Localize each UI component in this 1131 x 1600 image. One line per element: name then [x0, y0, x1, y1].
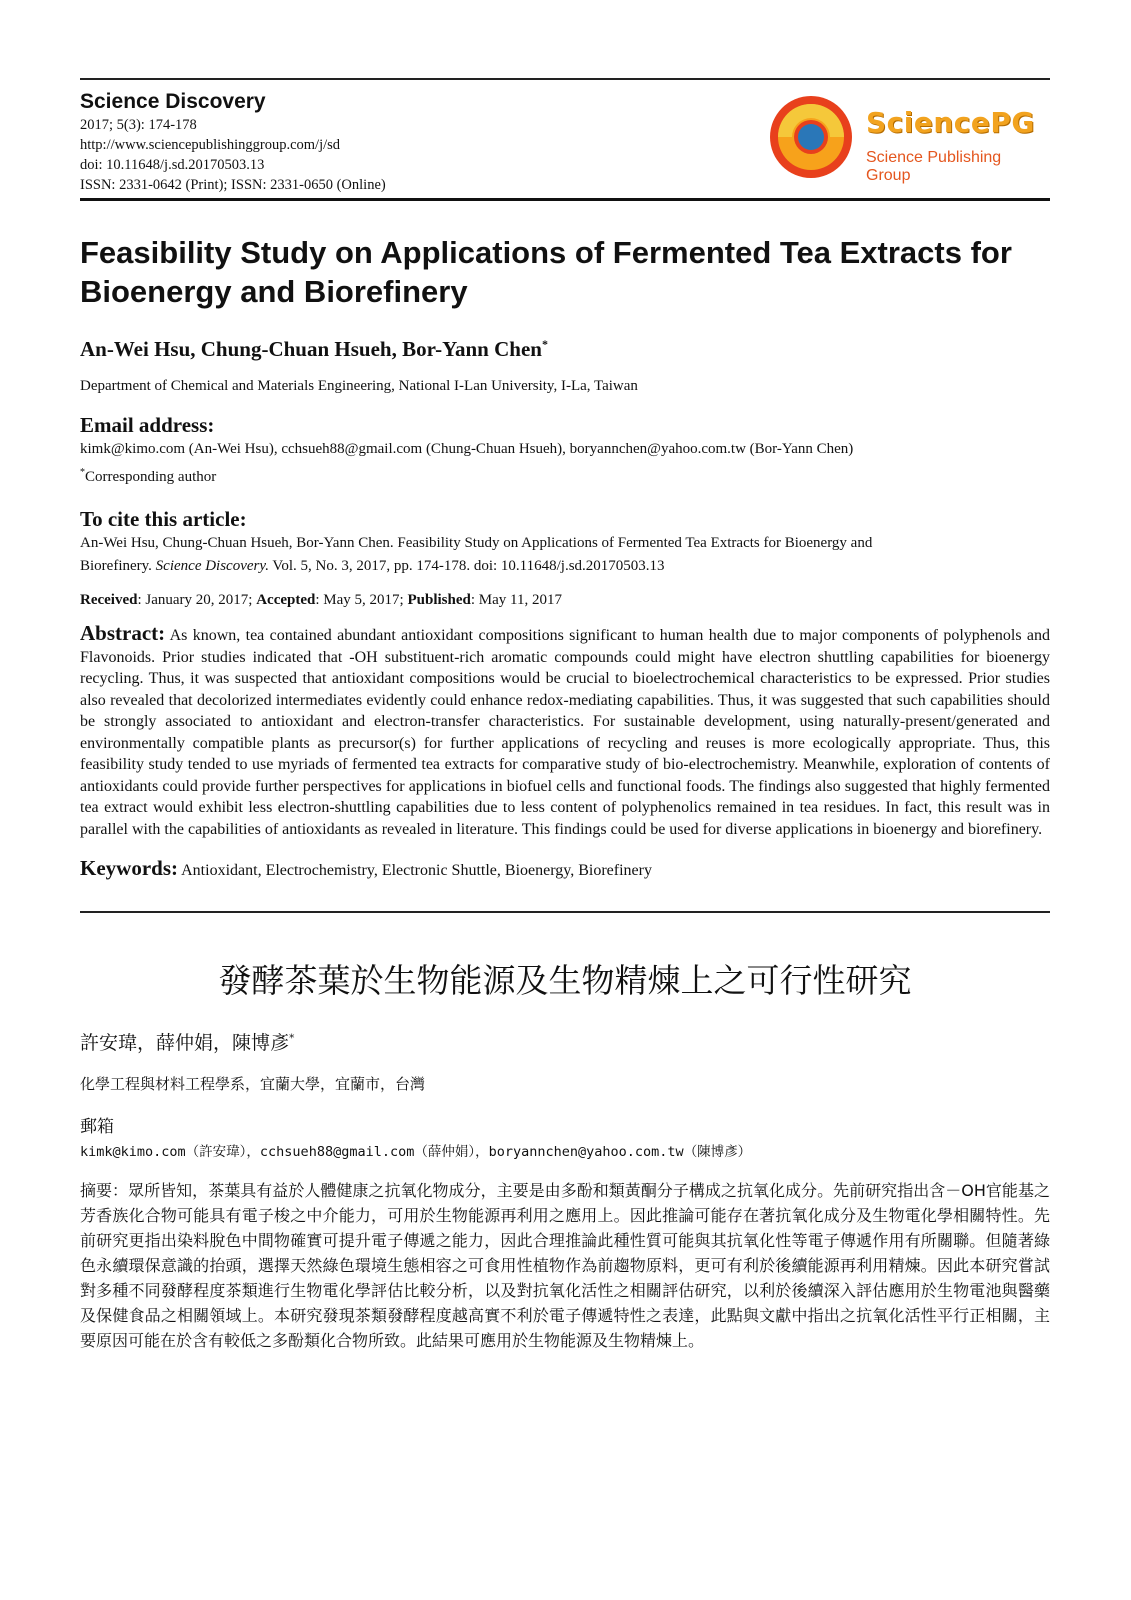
- article-title: Feasibility Study on Applications of Fermented Tea Extracts for Bioenergy and Biorefinery: [80, 235, 1012, 309]
- email-list: kimk@kimo.com (An-Wei Hsu), cchsueh88@gmail.com (Chung-Chuan Hsueh), boryannchen@yahoo.com.tw (Bor-Yann Chen): [80, 441, 854, 457]
- author-list: [80, 337, 1050, 362]
- volume-pages: 2017; 5(3): 174-178: [80, 117, 197, 133]
- email-heading: Email address:: [80, 413, 215, 437]
- corresponding-mark: *: [541, 337, 548, 351]
- chinese-corresponding-mark: *: [289, 1031, 295, 1045]
- authors-text: An-Wei Hsu, Chung-Chuan Hsueh, Bor-Yann Chen: [80, 337, 542, 361]
- keywords-label: Keywords:: [80, 856, 178, 880]
- chinese-email-name-1: （許安瑋），: [185, 1144, 260, 1160]
- keywords-text: Antioxidant, Electrochemistry, Electronic Shuttle, Bioenergy, Biorefinery: [181, 862, 652, 879]
- published-label: Published: [407, 592, 471, 608]
- sciencepg-emblem-icon: [768, 94, 858, 180]
- citation: [80, 532, 1050, 578]
- citation-part-b: Vol. 5, No. 3, 2017, pp. 174-178. doi: 10.11648/j.sd.20170503.13: [268, 558, 665, 574]
- citation-line-2: [80, 555, 1050, 578]
- received-label: Received: [80, 592, 138, 608]
- chinese-authors-text: 許安瑋，薛仲娟，陳博彥: [80, 1032, 290, 1054]
- logo-wordmark: SciencePG: [866, 106, 1035, 139]
- chinese-email-name-2: （薛仲娟），: [414, 1144, 489, 1160]
- chinese-email-list: [80, 1140, 1050, 1160]
- keywords: [80, 856, 1050, 881]
- abstract: [80, 623, 1050, 840]
- abstract-text: As known, tea contained abundant antioxidant compositions significant to human health due to major components of polyphenols and Flavonoids. Prior studies indicated that -OH substituent-rich aromatic compounds could might have electron shuttling capabilities for bioenergy recycling. Thus, it was suspected that antioxidant compositions would be crucial to bioelectrochemical characteristics to be expressed. Prior studies also revealed that decolorized intermediates evidently could enhance redox-mediating capabilities. Thus, it was suggested that such capabilities should be strongly associated to antioxidant and electron-transfer characteristics. For sustainable development, using naturally-present/generated and environmentally compatible plants as precursor(s) for further applications of recycling and reuses is more ecologically appropriate. Thus, this feasibility study tended to use myriads of fermented tea extracts for comparative study of bio-electrochemistry. Meanwhile, exploration of contents of antioxidants could provide further perspectives for applications in biofuel cells and functional foods. The findings also suggested that highly fermented tea extract would exhibit less electron-shuttling capabilities due to less content of polyphenolics remained in tea residues. In fact, this result was in parallel with the capabilities of antioxidants as revealed in literature. This findings could be used for diverse applications in bioenergy and biorefinery.: [80, 627, 1051, 838]
- journal-meta: [80, 115, 386, 195]
- cite-heading: To cite this article:: [80, 507, 247, 531]
- journal-header: [80, 80, 1050, 198]
- citation-line-1: An-Wei Hsu, Chung-Chuan Hsueh, Bor-Yann Chen. Feasibility Study on Applications of Fermented Tea Extracts for Bioenergy and: [80, 535, 873, 551]
- journal-name: Science Discovery: [80, 90, 266, 113]
- accepted-date: : May 5, 2017;: [315, 592, 408, 608]
- journal-issn: ISSN: 2331-0642 (Print); ISSN: 2331-0650 (Online): [80, 177, 386, 193]
- journal-doi: doi: 10.11648/j.sd.20170503.13: [80, 157, 265, 173]
- sciencepg-logo: [768, 94, 1038, 184]
- citation-part-a: Biorefinery.: [80, 558, 156, 574]
- corresponding-note-mark: *: [80, 467, 85, 478]
- published-date: : May 11, 2017: [470, 592, 562, 608]
- paper-page: [80, 78, 1050, 1353]
- chinese-email-name-3: （陳博彥）: [683, 1144, 752, 1160]
- header-rule: [80, 198, 1050, 201]
- chinese-title: 發酵茶葉於生物能源及生物精煉上之可行性研究: [218, 961, 912, 1000]
- chinese-email-heading: 郵箱: [80, 1117, 114, 1137]
- accepted-label: Accepted: [256, 592, 316, 608]
- received-date: : January 20, 2017;: [137, 592, 257, 608]
- logo-subtitle: Science Publishing Group: [866, 149, 1002, 184]
- chinese-email-2: cchsueh88@gmail.com: [259, 1144, 415, 1160]
- chinese-abstract: [80, 1178, 1050, 1353]
- abstract-label: Abstract:: [80, 621, 166, 645]
- chinese-abstract-label: 摘要：: [80, 1181, 129, 1200]
- journal-url[interactable]: http://www.sciencepublishinggroup.com/j/sd: [80, 137, 341, 153]
- chinese-email-3: boryannchen@yahoo.com.tw: [488, 1144, 684, 1160]
- corresponding-note: [80, 461, 1050, 489]
- chinese-email-1: kimk@kimo.com: [80, 1144, 186, 1160]
- section-rule: [80, 911, 1050, 913]
- publication-dates: [80, 592, 1050, 609]
- affiliation: Department of Chemical and Materials Engineering, National I-Lan University, I-La, Taiwan: [80, 378, 638, 394]
- citation-journal: Science Discovery.: [155, 558, 269, 574]
- corresponding-note-text: Corresponding author: [85, 469, 217, 485]
- chinese-abstract-text: 眾所皆知，茶葉具有益於人體健康之抗氧化物成分，主要是由多酚和類黃酮分子構成之抗氧化成分。先前研究指出含－OH官能基之芳香族化合物可能具有電子梭之中介能力，可用於生物能源再利用之應用上。因此推論可能存在著抗氧化成分及生物電化學相關特性。先前研究更指出染料脫色中間物確實可提升電子傳遞之能力，因此合理推論此種性質可能與其抗氧化性等電子傳遞作用有所關聯。但隨著綠色永續環保意識的抬頭，選擇天然綠色環境生態相容之可食用性植物作為前趨物原料，更可有利於後續能源再利用精煉。因此本研究嘗試對多種不同發酵程度茶類進行生物電化學評估比較分析，以及對抗氧化活性之相關評估研究，以利於後續深入評估應用於生物電池與醫藥及保健食品之相關領域上。本研究發現茶類發酵程度越高實不利於電子傳遞特性之表達，此點與文獻中指出之抗氧化活性平行正相關，主要原因可能在於含有較低之多酚類化合物所致。此結果可應用於生物能源及生物精煉上。: [80, 1181, 1050, 1350]
- chinese-affiliation: 化學工程與材料工程學系，宜蘭大學，宜蘭市，台灣: [80, 1075, 426, 1093]
- chinese-authors: [80, 1028, 1050, 1055]
